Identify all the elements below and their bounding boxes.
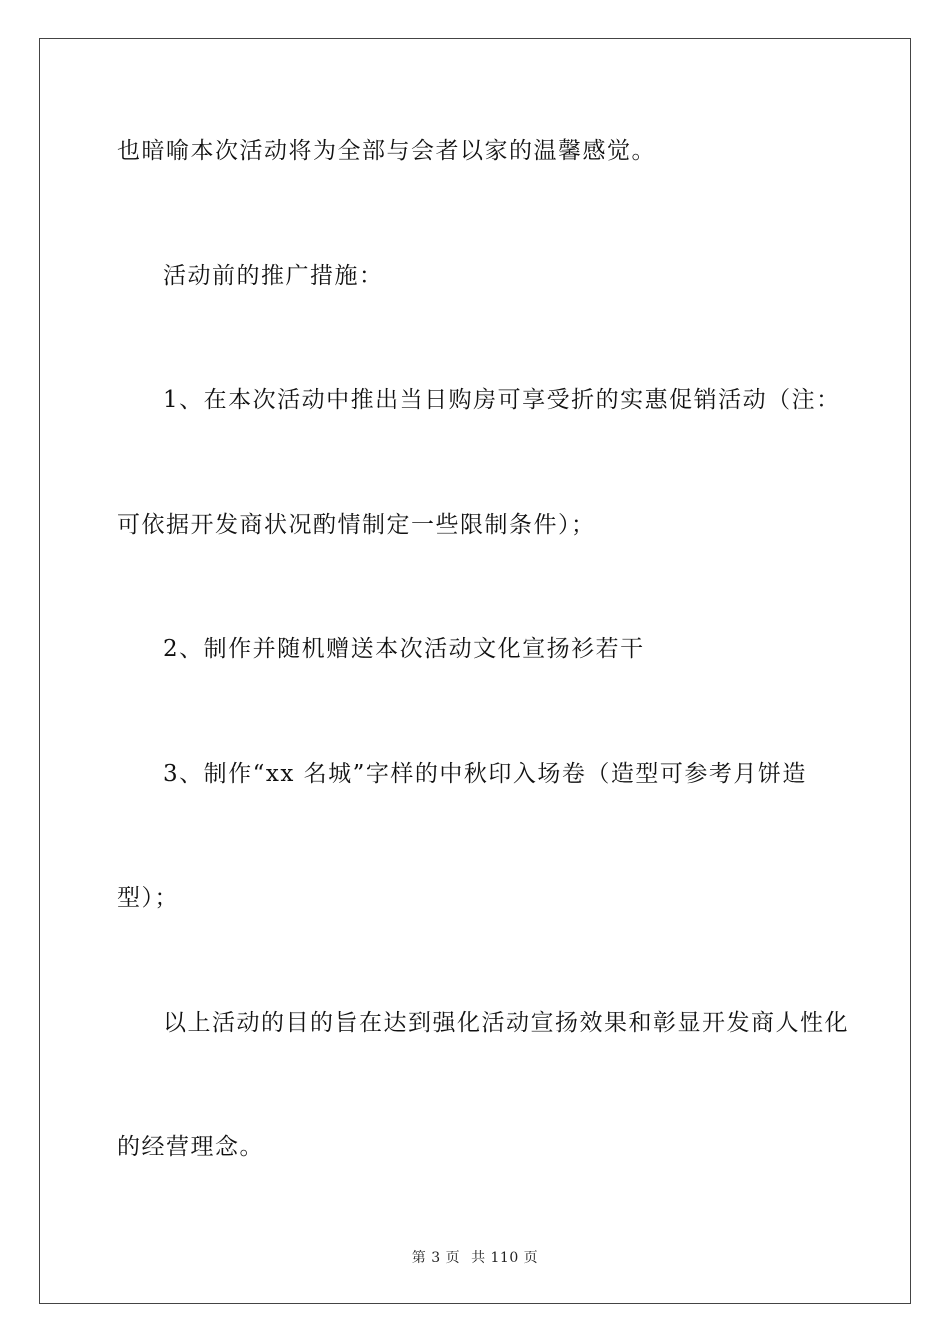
body-line-6: 3、制作“xx 名城”字样的中秋印入场卷（造型可参考月饼造 bbox=[163, 761, 807, 787]
page-number: 第 3 页 bbox=[411, 1250, 461, 1266]
body-line-8: 以上活动的目的旨在达到强化活动宣扬效果和彰显开发商人性化 bbox=[163, 1010, 849, 1036]
body-line-4: 可依据开发商状况酌情制定一些限制条件）； bbox=[117, 512, 596, 538]
body-line-3: 1、在本次活动中推出当日购房可享受折的实惠促销活动（注： bbox=[163, 387, 841, 413]
page-footer bbox=[0, 1247, 950, 1267]
body-line-7: 型）； bbox=[117, 885, 179, 911]
body-line-2: 活动前的推广措施： bbox=[163, 263, 384, 289]
page-border bbox=[39, 38, 911, 1304]
body-line-1: 也暗喻本次活动将为全部与会者以家的温馨感觉。 bbox=[117, 138, 656, 164]
page-total: 共 110 页 bbox=[471, 1250, 539, 1266]
body-line-5: 2、制作并随机赠送本次活动文化宣扬衫若干 bbox=[163, 636, 645, 662]
body-line-9: 的经营理念。 bbox=[117, 1134, 264, 1160]
